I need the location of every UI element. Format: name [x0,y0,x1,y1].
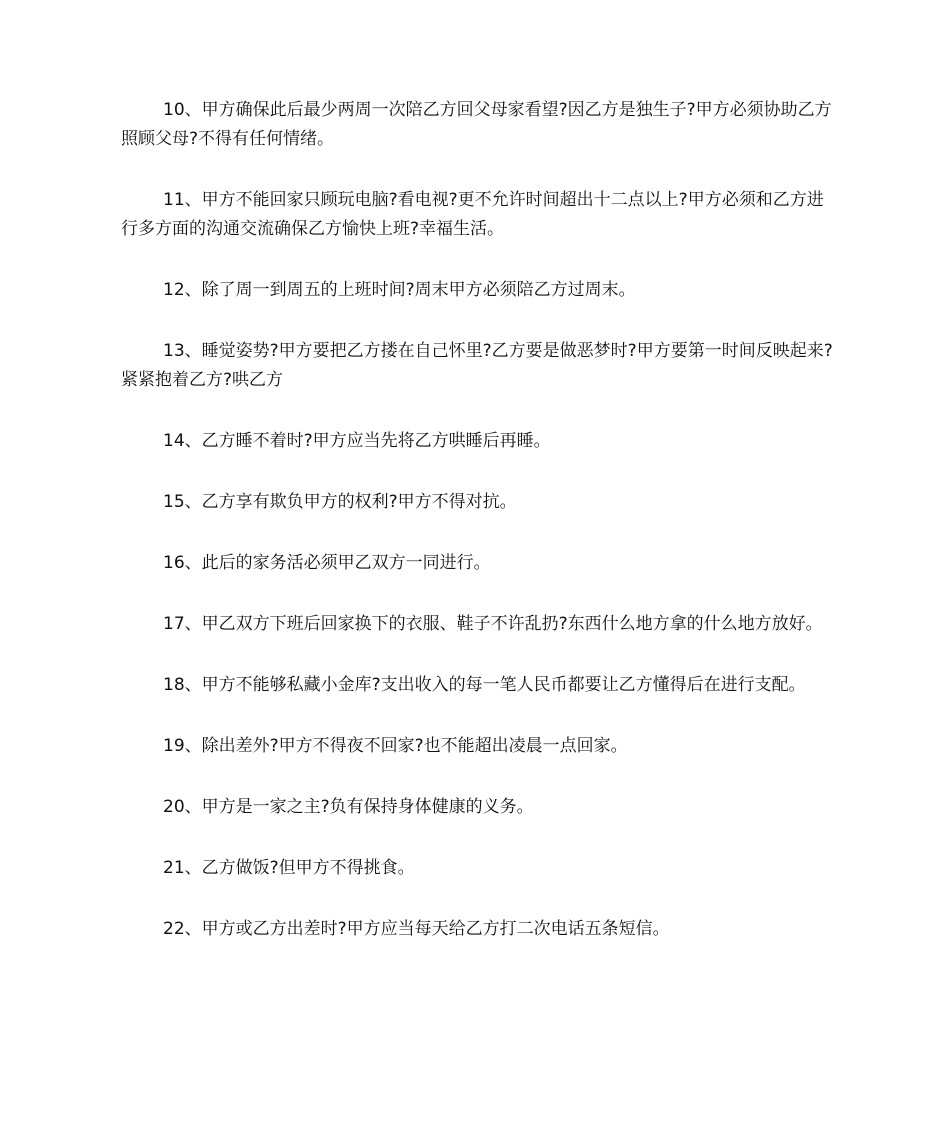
document-body [121,96,837,976]
clause-12: 12、除了周一到周五的上班时间?周末甲方必须陪乙方过周末。 [163,280,636,300]
clause-21: 21、乙方做饭?但甲方不得挑食。 [163,858,415,878]
clause-18: 18、甲方不能够私藏小金库?支出收入的每一笔人民币都要让乙方懂得后在进行支配。 [163,675,806,695]
clause-17: 17、甲乙双方下班后回家换下的衣服、鞋子不许乱扔?东西什么地方拿的什么地方放好。 [163,614,823,634]
clause-10: 10、甲方确保此后最少两周一次陪乙方回父母家看望?因乙方是独生子?甲方必须协助乙方照顾父母?不得有任何情绪。 [121,100,832,149]
clause-15: 15、乙方享有欺负甲方的权利?甲方不得对抗。 [163,492,517,512]
clause-13: 13、睡觉姿势?甲方要把乙方搂在自己怀里?乙方要是做恶梦时?甲方要第一时间反映起来?紧紧抱着乙方?哄乙方 [121,341,833,390]
clause-14: 14、乙方睡不着时?甲方应当先将乙方哄睡后再睡。 [163,431,551,451]
clause-11: 11、甲方不能回家只顾玩电脑?看电视?更不允许时间超出十二点以上?甲方必须和乙方进行多方面的沟通交流确保乙方愉快上班?幸福生活。 [121,190,824,239]
clause-19: 19、除出差外?甲方不得夜不回家?也不能超出凌晨一点回家。 [163,736,628,756]
clause-22: 22、甲方或乙方出差时?甲方应当每天给乙方打二次电话五条短信。 [163,919,670,939]
clause-16: 16、此后的家务活必须甲乙双方一同进行。 [163,553,491,573]
clause-20: 20、甲方是一家之主?负有保持身体健康的义务。 [163,797,534,817]
